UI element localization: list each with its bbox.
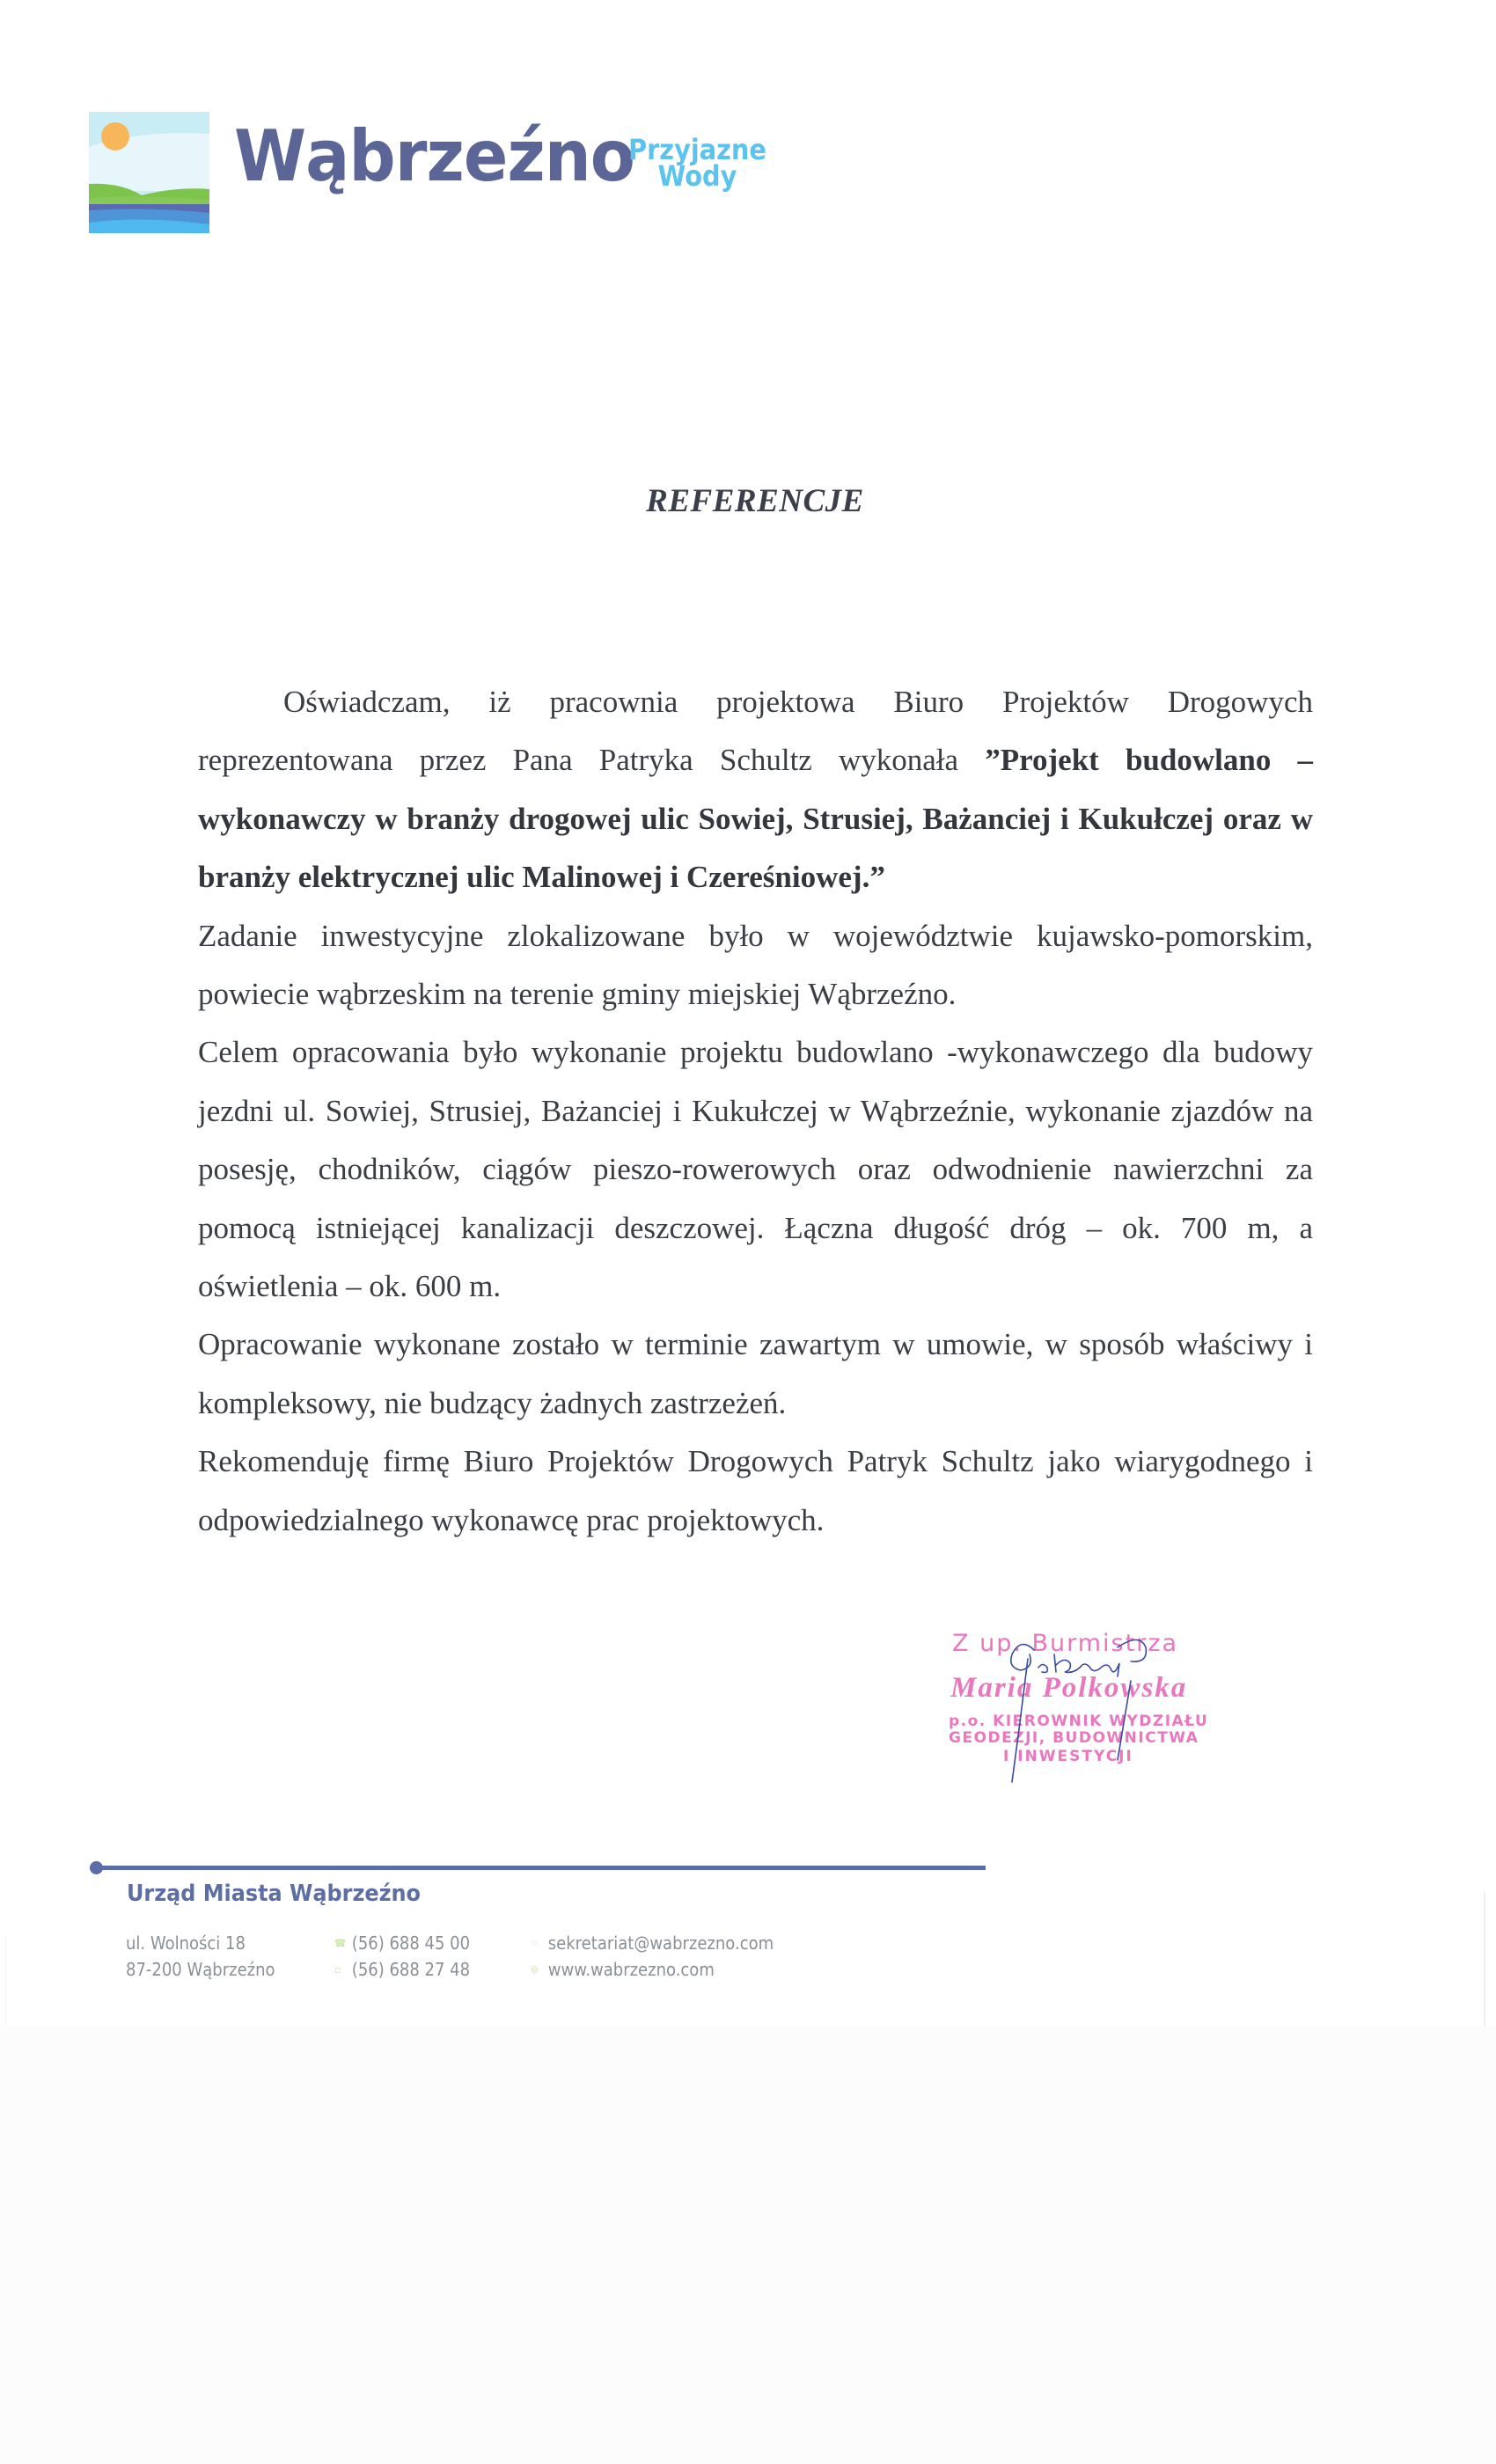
address-line: ul. Wolności 18 [126, 1932, 246, 1954]
address-line: 87-200 Wąbrzeźno [126, 1959, 275, 1980]
footer-divider [93, 1866, 986, 1870]
tagline-line: Wody [657, 159, 737, 193]
paragraph-location: Zadanie inwestycyjne zlokalizowane było w województwie kujawsko-pomorskim, powiecie wąbrzeskim na terenie gminy miejskiej Wąbrzeźno. [198, 918, 1313, 1012]
statement-text: Oświadczam, iż pracownia projektowa Biuro Projektów Drogowych reprezentowana przez Pana Patryka Schultz wykonała [198, 685, 1313, 778]
email-icon: ✉ [531, 1937, 539, 1949]
document-title: REFERENCJE [646, 483, 864, 519]
city-wordmark: Wąbrzeźno [234, 115, 635, 197]
scan-edge [5, 1936, 6, 2027]
city-tagline [628, 133, 766, 193]
stamp-name: Maria Polkowska [950, 1672, 1188, 1704]
stamp-position-line: I INWESTYCJI [1003, 1748, 1133, 1765]
tagline-line: Przyjazne [628, 133, 766, 166]
stamp-position-line: p.o. KIEROWNIK WYDZIAŁU [949, 1712, 1209, 1730]
landscape-sun-icon [89, 112, 209, 233]
stamp-position-line: GEODEZJI, BUDOWNICTWA [949, 1729, 1199, 1747]
paragraph-statement [198, 673, 1313, 907]
paragraph-recommendation: Rekomenduję firmę Biuro Projektów Drogowych Patryk Schultz jako wiarygodnego i odpowiedzialnego wykonawcę prac projektowych. [198, 1444, 1313, 1537]
footer-phones [334, 1930, 470, 1983]
fax-number[interactable]: (56) 688 27 48 [351, 1959, 471, 1980]
email-link[interactable]: sekretariat@wabrzezno.com [547, 1932, 774, 1954]
paragraph-scope: Celem opracowania było wykonanie projektu budowlano -wykonawczego dla budowy jezdni ul. Sowiej, Strusiej, Bażanciej i Kukułczej w Wąbrzeźnie, wykonanie zjazdów na posesję, chodników, ciągów pieszo-rowerowych oraz odwodnienie nawierzchni za pomocą istniejącej kanalizacji deszczowej. Łączna długość dróg – ok. 700 m, a oświetlenia – ok. 600 m. [198, 1035, 1313, 1304]
paragraph-quality: Opracowanie wykonane zostało w terminie zawartym w umowie, w sposób właściwy i kompleksowy, nie budzący żadnych zastrzeżeń. [198, 1327, 1313, 1420]
footer-web [531, 1930, 774, 1983]
phone-number[interactable]: (56) 688 45 00 [351, 1932, 471, 1954]
signature-icon [986, 1628, 1179, 1786]
document-body [198, 673, 1313, 1550]
project-name: ”Projekt budowlano – wykonawczy w branży drogowej ulic Sowiej, Strusiej, Bażanciej i Kukułczej oraz w branży elektrycznej ulic Malinowej i Czereśniowej.” [198, 743, 1313, 895]
fax-row [334, 1956, 470, 1983]
fax-icon: ▫ [334, 1963, 341, 1976]
footer-organization: Urząd Miasta Wąbrzeźno [127, 1881, 422, 1907]
website-link[interactable]: www.wabrzezno.com [547, 1959, 715, 1980]
phone-row [334, 1930, 470, 1956]
email-row [531, 1930, 774, 1956]
website-row [531, 1956, 774, 1983]
footer-address [126, 1930, 275, 1983]
stamp-authority: Z up. Burmistrza [952, 1630, 1179, 1657]
globe-icon: ⊜ [531, 1963, 539, 1976]
phone-icon: ☎ [334, 1937, 347, 1949]
scan-edge [1484, 1892, 1485, 2027]
